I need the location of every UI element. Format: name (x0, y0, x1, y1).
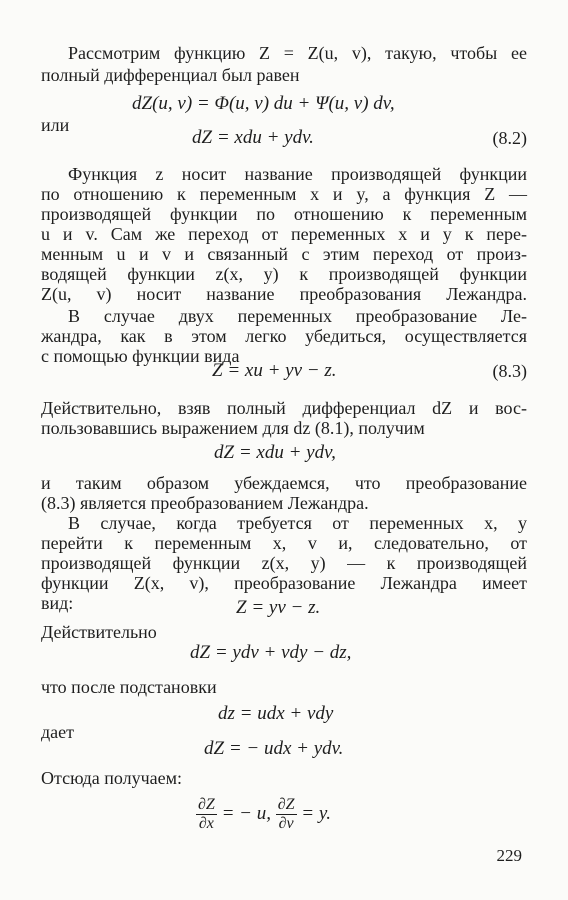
text-line: (8.3) является преобразованием Лежандра. (41, 493, 369, 513)
equation: Z = yv − z. (236, 597, 321, 618)
equation: dZ = xdu + ydv. (192, 127, 314, 148)
text-line: по отношению к переменным x и y, а функция Z — (41, 184, 527, 204)
equation-partials (196, 796, 331, 833)
text-line: Действительно, взяв полный дифференциал dZ и вос- (41, 398, 527, 418)
equation: dZ = − udx + ydv. (204, 738, 344, 759)
text-line: Рассмотрим функцию Z = Z(u, v), такую, чтобы ее (68, 43, 527, 63)
text-line: жандра, как в этом легко убедиться, осуществляется (41, 326, 527, 346)
fraction-denominator: ∂v (278, 815, 294, 832)
fraction-numerator: ∂Z (198, 796, 215, 813)
text-line: Действительно (41, 622, 157, 642)
text-line: В случае, когда требуется от переменных x, y (68, 513, 527, 533)
text-line: u и v. Сам же переход от переменных x и y к пере- (41, 224, 527, 244)
text-line: менным u и v и связанный с этим переход от произ- (41, 244, 527, 264)
equation-part: = − u, (221, 802, 271, 824)
text-line: дает (41, 722, 75, 742)
text-line: Функция z носит название производящей функции (68, 164, 527, 184)
equation: dZ = xdu + ydv, (214, 442, 336, 463)
equation: dz = udx + vdy (218, 703, 334, 724)
fraction (196, 796, 217, 833)
fraction (276, 796, 297, 833)
equation-number: (8.3) (492, 361, 527, 381)
text-line: производящей функции по отношению к переменным (41, 204, 527, 224)
text-line: производящей функции z(x, y) — к производящей (41, 553, 527, 573)
equation: dZ(u, v) = Φ(u, v) du + Ψ(u, v) dv, (132, 93, 395, 114)
text-line: Z(u, v) носит название преобразования Лежандра. (41, 284, 527, 304)
text-line: пользовавшись выражением для dz (8.1), получим (41, 418, 425, 438)
text-line: В случае двух переменных преобразование Ле- (68, 306, 527, 326)
equation-number: (8.2) (492, 128, 527, 148)
text-line: что после подстановки (41, 677, 217, 697)
text-line: полный дифференциал был равен (41, 65, 300, 85)
equation: Z = xu + yv − z. (212, 360, 337, 381)
text-line: водящей функции z(x, y) к производящей функции (41, 264, 527, 284)
page-number: 229 (496, 846, 522, 865)
text-line: Отсюда получаем: (41, 768, 183, 788)
fraction-numerator: ∂Z (277, 796, 295, 813)
text-line: вид: (41, 593, 74, 613)
equation: dZ = ydv + vdy − dz, (190, 642, 352, 663)
text-line: и таким образом убеждаемся, что преобразование (41, 473, 527, 493)
text-line: перейти к переменным x, v и, следовательно, от (41, 533, 527, 553)
text-line: функции Z(x, v), преобразование Лежандра имеет (41, 573, 527, 593)
fraction-denominator: ∂x (198, 815, 214, 832)
text-line: с помощью функции вида (41, 346, 240, 366)
equation-part: = y. (301, 802, 331, 824)
text-line: или (41, 115, 70, 135)
